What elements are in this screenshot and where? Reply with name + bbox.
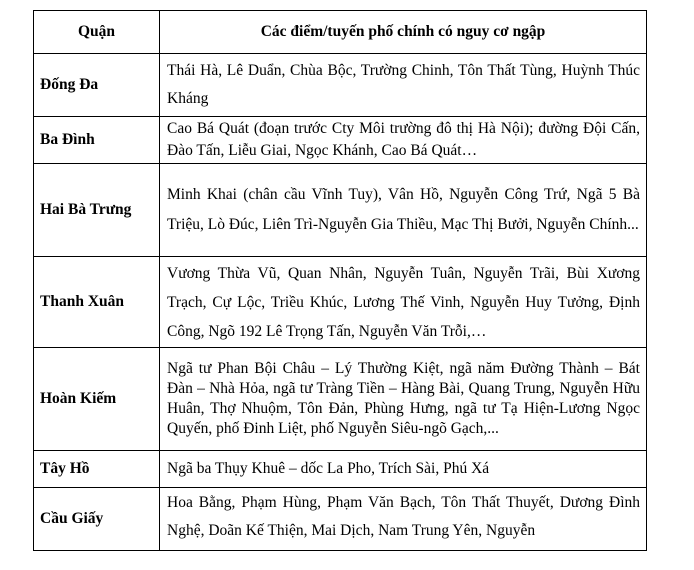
district-streets-text: Hoa Bằng, Phạm Hùng, Phạm Văn Bạch, Tôn Thất Thuyết, Dương Đình Nghệ, Doãn Kế Thiện, Mai Dịch, Nam Trung Yên, Nguyễn [167, 494, 640, 539]
district-streets [160, 488, 647, 551]
district-streets: Ngã ba Thụy Khuê – dốc La Pho, Trích Sài, Phú Xá [160, 451, 647, 488]
district-streets: Cao Bá Quát (đoạn trước Cty Môi trường đô thị Hà Nội); đường Đội Cấn, Đào Tấn, Liễu Giai, Ngọc Khánh, Cao Bá Quát… [160, 117, 647, 164]
district-name: Cầu Giấy [34, 488, 160, 551]
district-name: Ba Đình [34, 117, 160, 164]
table-row [34, 451, 647, 488]
header-streets: Các điểm/tuyến phố chính có nguy cơ ngập [160, 11, 647, 54]
table-row [34, 117, 647, 164]
district-streets: Ngã tư Phan Bội Châu – Lý Thường Kiệt, ngã năm Đường Thành – Bát Đàn – Nhà Hỏa, ngã tư Tràng Tiền – Hàng Bài, Quang Trung, Nguyễn Hữu Huân, Thợ Nhuộm, Tôn Đản, Phùng Hưng, ngã tư Tạ Hiện-Lương Ngọc Quyến, phố Đinh Liệt, phố Nguyễn Siêu-ngõ Gạch,... [160, 348, 647, 451]
district-name: Tây Hồ [34, 451, 160, 488]
table-row [34, 164, 647, 257]
table-row [34, 488, 647, 551]
table-row [34, 257, 647, 348]
district-streets: Minh Khai (chân cầu Vĩnh Tuy), Vân Hồ, Nguyễn Công Trứ, Ngã 5 Bà Triệu, Lò Đúc, Liên Trì-Nguyễn Gia Thiều, Mạc Thị Bưởi, Nguyễn Chính... [160, 164, 647, 257]
district-name: Hai Bà Trưng [34, 164, 160, 257]
flood-risk-table [33, 10, 647, 551]
table-header-row [34, 11, 647, 54]
table-row [34, 54, 647, 117]
district-name: Hoàn Kiếm [34, 348, 160, 451]
district-name: Đống Đa [34, 54, 160, 117]
district-streets: Vương Thừa Vũ, Quan Nhân, Nguyễn Tuân, Nguyễn Trãi, Bùi Xương Trạch, Cự Lộc, Triều Khúc, Lương Thế Vinh, Nguyễn Huy Tưởng, Định Công, Ngõ 192 Lê Trọng Tấn, Nguyễn Văn Trỗi,… [160, 257, 647, 348]
district-streets: Thái Hà, Lê Duẩn, Chùa Bộc, Trường Chinh, Tôn Thất Tùng, Huỳnh Thúc Kháng [160, 54, 647, 117]
table-row [34, 348, 647, 451]
header-district: Quận [34, 11, 160, 54]
district-name: Thanh Xuân [34, 257, 160, 348]
